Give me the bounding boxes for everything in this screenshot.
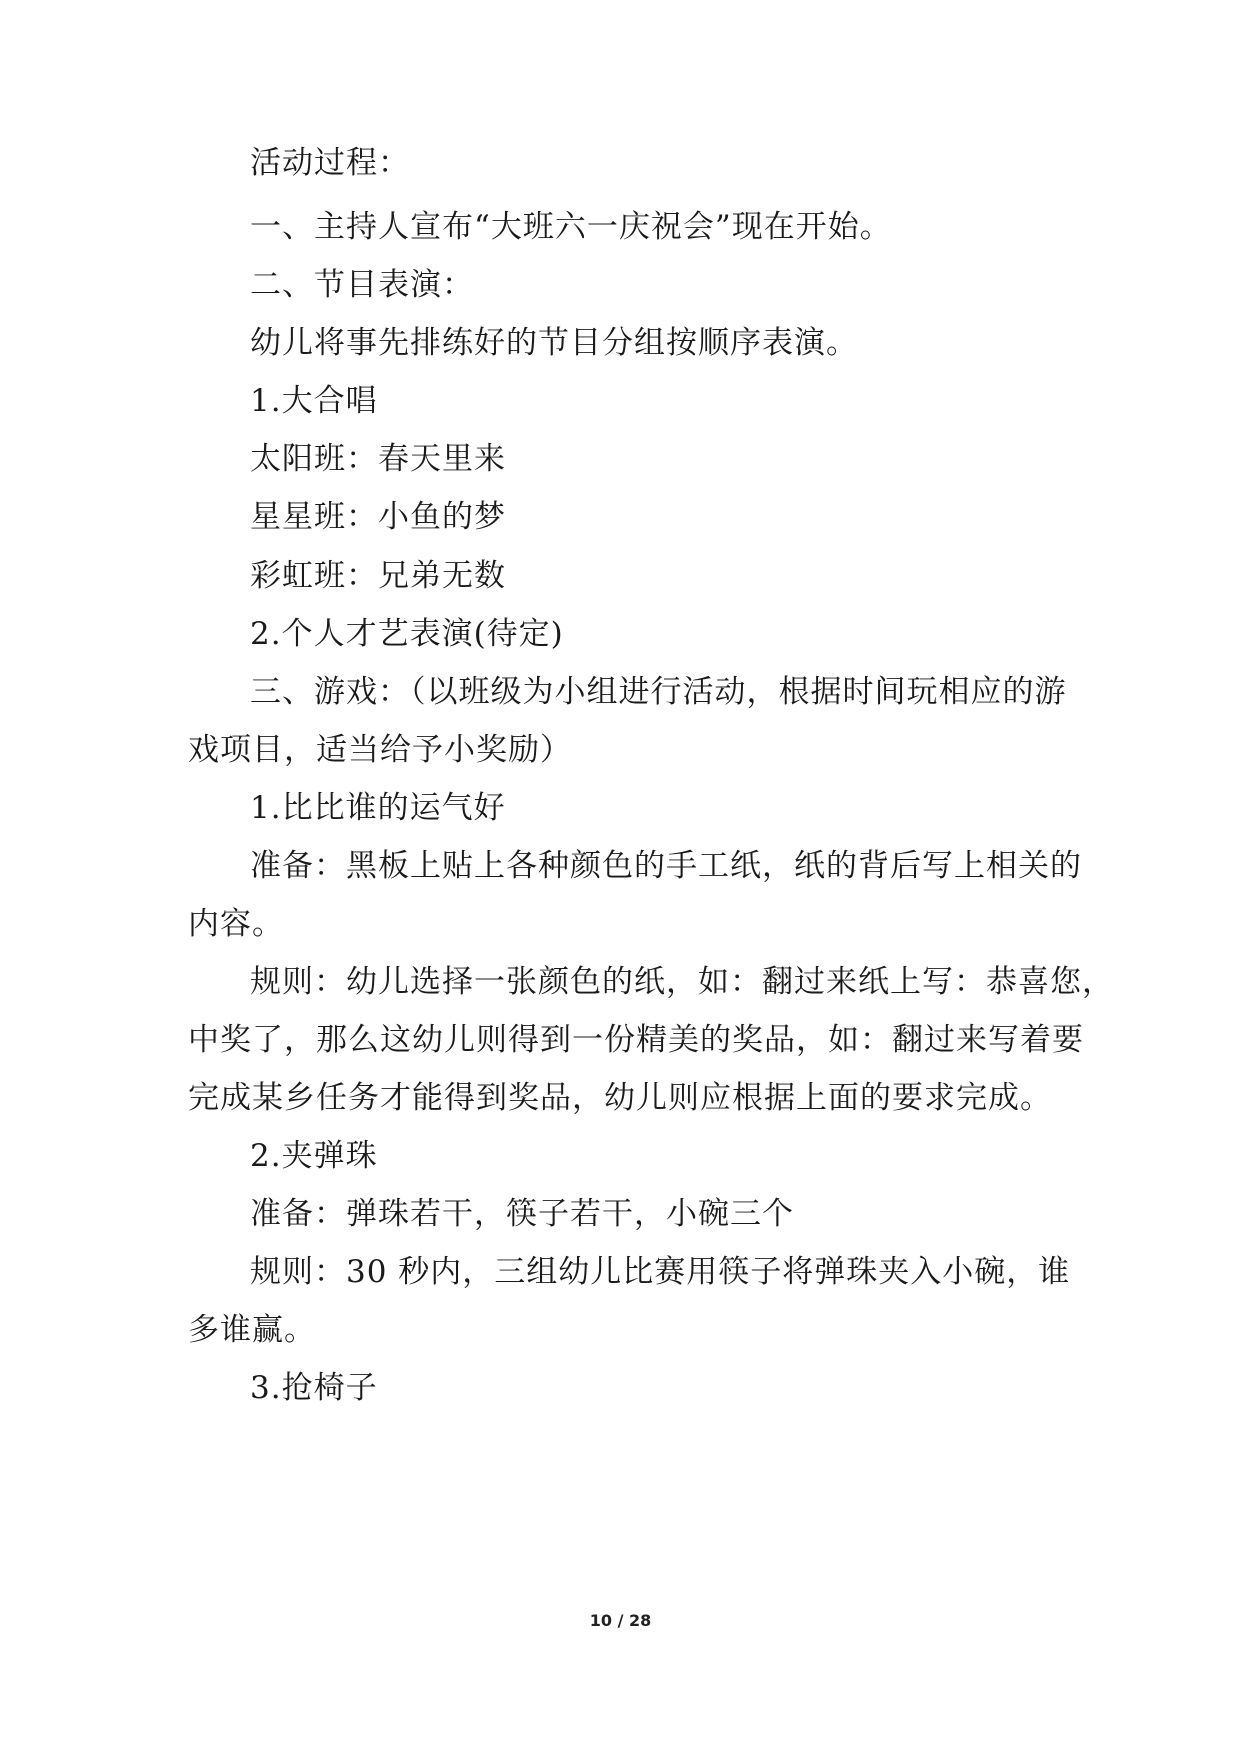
paragraph-continuation: 戏项目，适当给予小奖励） [188,732,572,768]
paragraph: 准备：弹珠若干，筷子若干，小碗三个 [250,1196,794,1232]
paragraph-continuation: 完成某乡任务才能得到奖品，幼儿则应根据上面的要求完成。 [188,1080,1052,1116]
section-heading: 二、节目表演： [250,267,474,303]
section-heading: 三、游戏：（以班级为小组进行活动，根据时间玩相应的游 [250,674,1067,710]
list-item: 1.比比谁的运气好 [250,790,506,826]
paragraph-continuation: 多谁赢。 [188,1312,316,1348]
paragraph: 幼儿将事先排练好的节目分组按顺序表演。 [250,325,858,361]
paragraph-continuation: 中奖了，那么这幼儿则得到一份精美的奖品，如：翻过来写着要 [188,1022,1084,1058]
list-item: 2.夹弹珠 [250,1138,378,1174]
paragraph-continuation: 内容。 [188,906,284,942]
paragraph: 规则：幼儿选择一张颜色的纸，如：翻过来纸上写：恭喜您， [250,964,1114,1000]
list-item: 1.大合唱 [250,383,378,419]
page-number: 10 / 28 [589,1611,652,1630]
paragraph: 准备：黑板上贴上各种颜色的手工纸，纸的背后写上相关的 [250,848,1082,884]
list-item: 星星班：小鱼的梦 [250,499,506,535]
section-heading-activity-process: 活动过程： [250,145,410,181]
list-item: 彩虹班：兄弟无数 [250,558,506,594]
list-item: 太阳班：春天里来 [250,441,506,477]
list-item: 3.抢椅子 [250,1370,378,1406]
list-item: 2.个人才艺表演(待定) [250,616,564,652]
paragraph: 一、主持人宣布“大班六一庆祝会”现在开始。 [250,209,892,245]
paragraph: 规则：30 秒内，三组幼儿比赛用筷子将弹珠夹入小碗，谁 [250,1254,1071,1290]
